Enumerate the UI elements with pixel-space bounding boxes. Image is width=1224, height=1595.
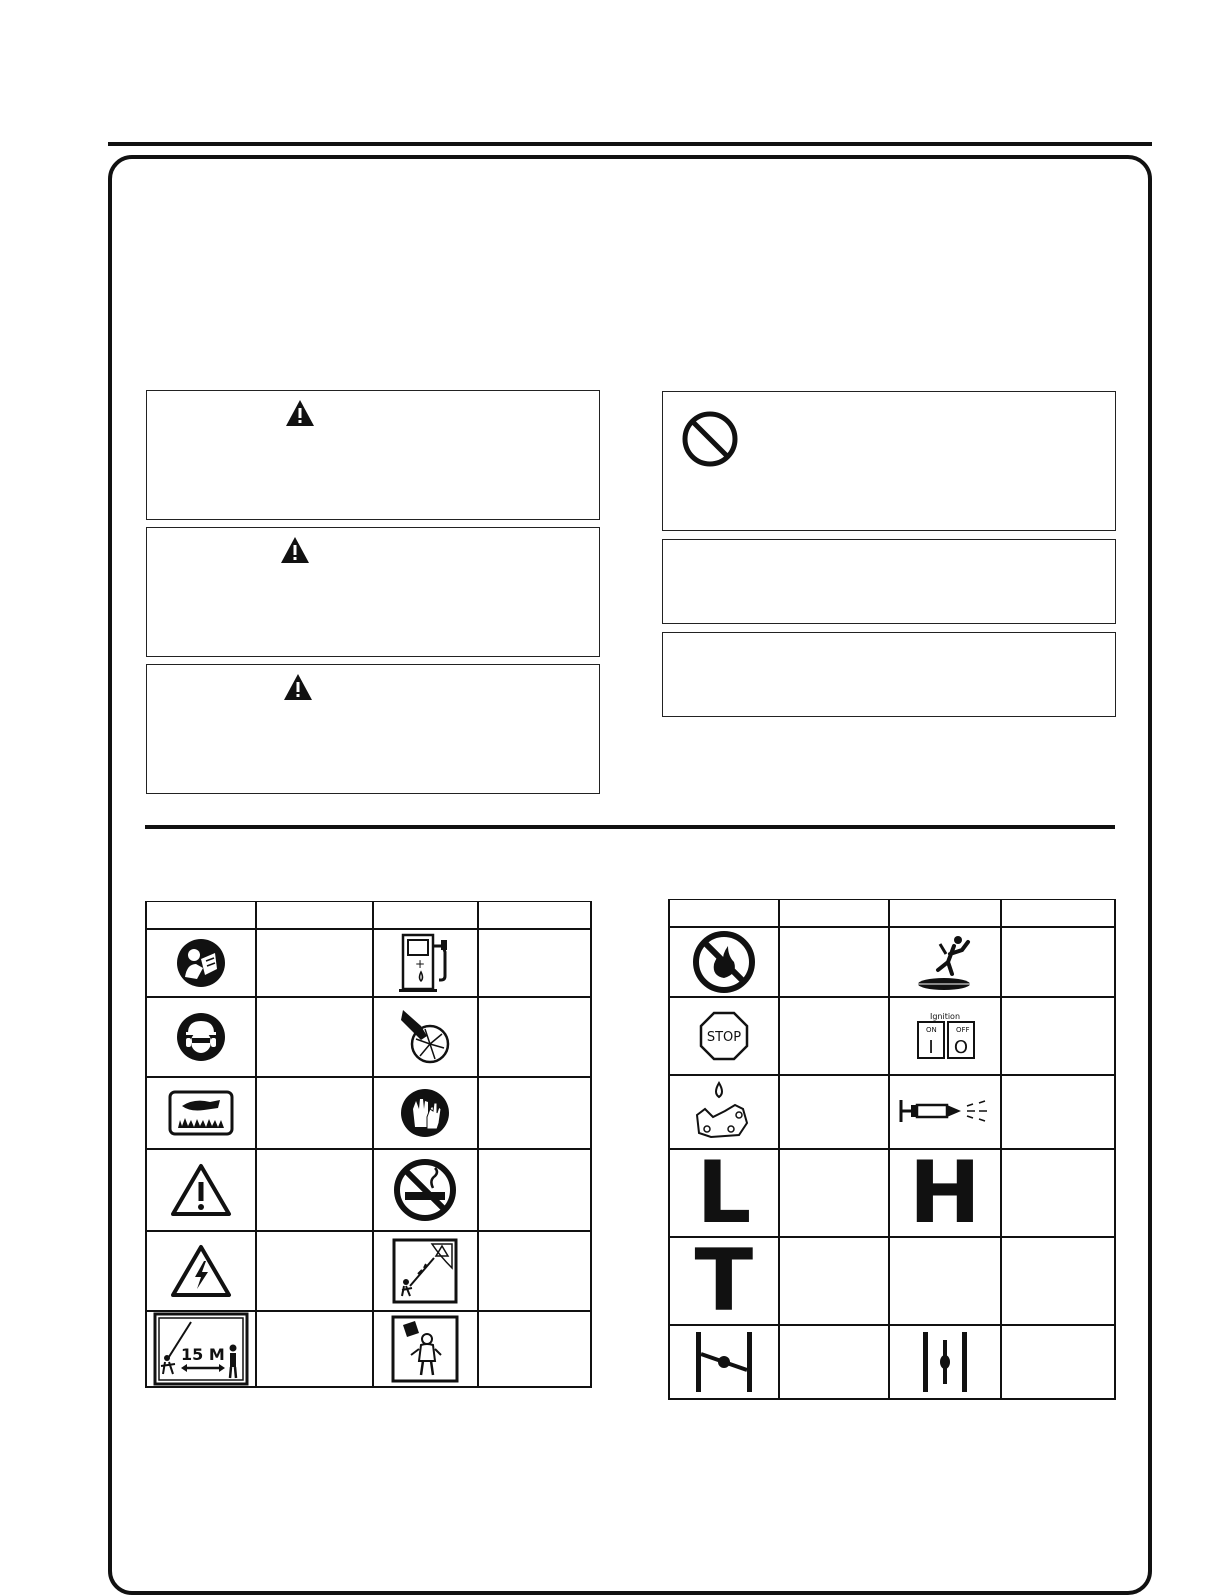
table-row — [669, 1325, 1115, 1399]
table-header-row — [669, 900, 1115, 928]
keep-distance-icon — [146, 1311, 256, 1387]
high-speed-icon — [889, 1143, 1001, 1243]
table-row — [669, 997, 1115, 1075]
thrown-object-icon — [373, 1311, 478, 1387]
ignition-switch-icon — [889, 997, 1001, 1075]
slip-hazard-icon — [889, 927, 1001, 997]
warning-box-1 — [146, 390, 600, 520]
high-letter: H — [908, 1143, 981, 1243]
choke-closed-icon — [669, 1325, 779, 1399]
table-row — [146, 1311, 591, 1387]
read-manual-icon — [146, 929, 256, 997]
fuel-mix-icon — [669, 1075, 779, 1149]
right-symbol-table — [668, 899, 1116, 1400]
hot-surface-icon — [146, 1077, 256, 1149]
table-row — [669, 1237, 1115, 1325]
info-box-1 — [662, 539, 1116, 624]
table-header-row — [146, 902, 591, 930]
warning-triangle-icon — [146, 1149, 256, 1231]
table-row — [146, 1149, 591, 1231]
warning-triangle-icon — [283, 673, 313, 701]
left-symbol-table — [145, 901, 592, 1388]
table-row — [146, 929, 591, 997]
table-row — [146, 1077, 591, 1149]
no-smoking-icon — [373, 1149, 478, 1231]
stop-sign-icon — [669, 997, 779, 1075]
table-row — [669, 927, 1115, 997]
prohibition-box — [662, 391, 1116, 531]
table-row — [669, 1149, 1115, 1237]
idle-adjust-icon — [669, 1231, 779, 1331]
table-row — [146, 1231, 591, 1311]
low-letter: L — [696, 1143, 752, 1243]
on-symbol: I — [928, 1037, 934, 1058]
off-label: OFF — [955, 1026, 970, 1034]
idle-letter: T — [694, 1231, 754, 1331]
falling-debris-icon — [373, 1231, 478, 1311]
info-box-2 — [662, 632, 1116, 717]
warning-box-2 — [146, 527, 600, 657]
distance-label: 15 M — [180, 1345, 225, 1364]
gloves-icon — [373, 1077, 478, 1149]
no-open-flame-icon — [669, 927, 779, 997]
on-label: ON — [925, 1026, 937, 1034]
warning-triangle-icon — [285, 399, 315, 427]
fuel-pump-icon — [373, 929, 478, 997]
hand-fan-hazard-icon — [373, 997, 478, 1077]
choke-open-icon — [889, 1325, 1001, 1399]
warning-triangle-icon — [280, 536, 310, 564]
prohibition-circle-icon — [681, 410, 739, 468]
stop-label: STOP — [706, 1030, 741, 1045]
table-row — [146, 997, 591, 1077]
svg-text:+: + — [415, 957, 426, 971]
warning-box-3 — [146, 664, 600, 794]
ignition-label: Ignition — [929, 1012, 960, 1021]
top-rule — [108, 142, 1152, 146]
head-eye-ear-protection-icon — [146, 997, 256, 1077]
low-speed-icon — [669, 1143, 779, 1243]
primer-bulb-icon — [889, 1075, 1001, 1149]
table-row — [669, 1075, 1115, 1149]
off-symbol: O — [953, 1037, 968, 1058]
section-rule — [145, 825, 1115, 829]
electric-shock-icon — [146, 1231, 256, 1311]
